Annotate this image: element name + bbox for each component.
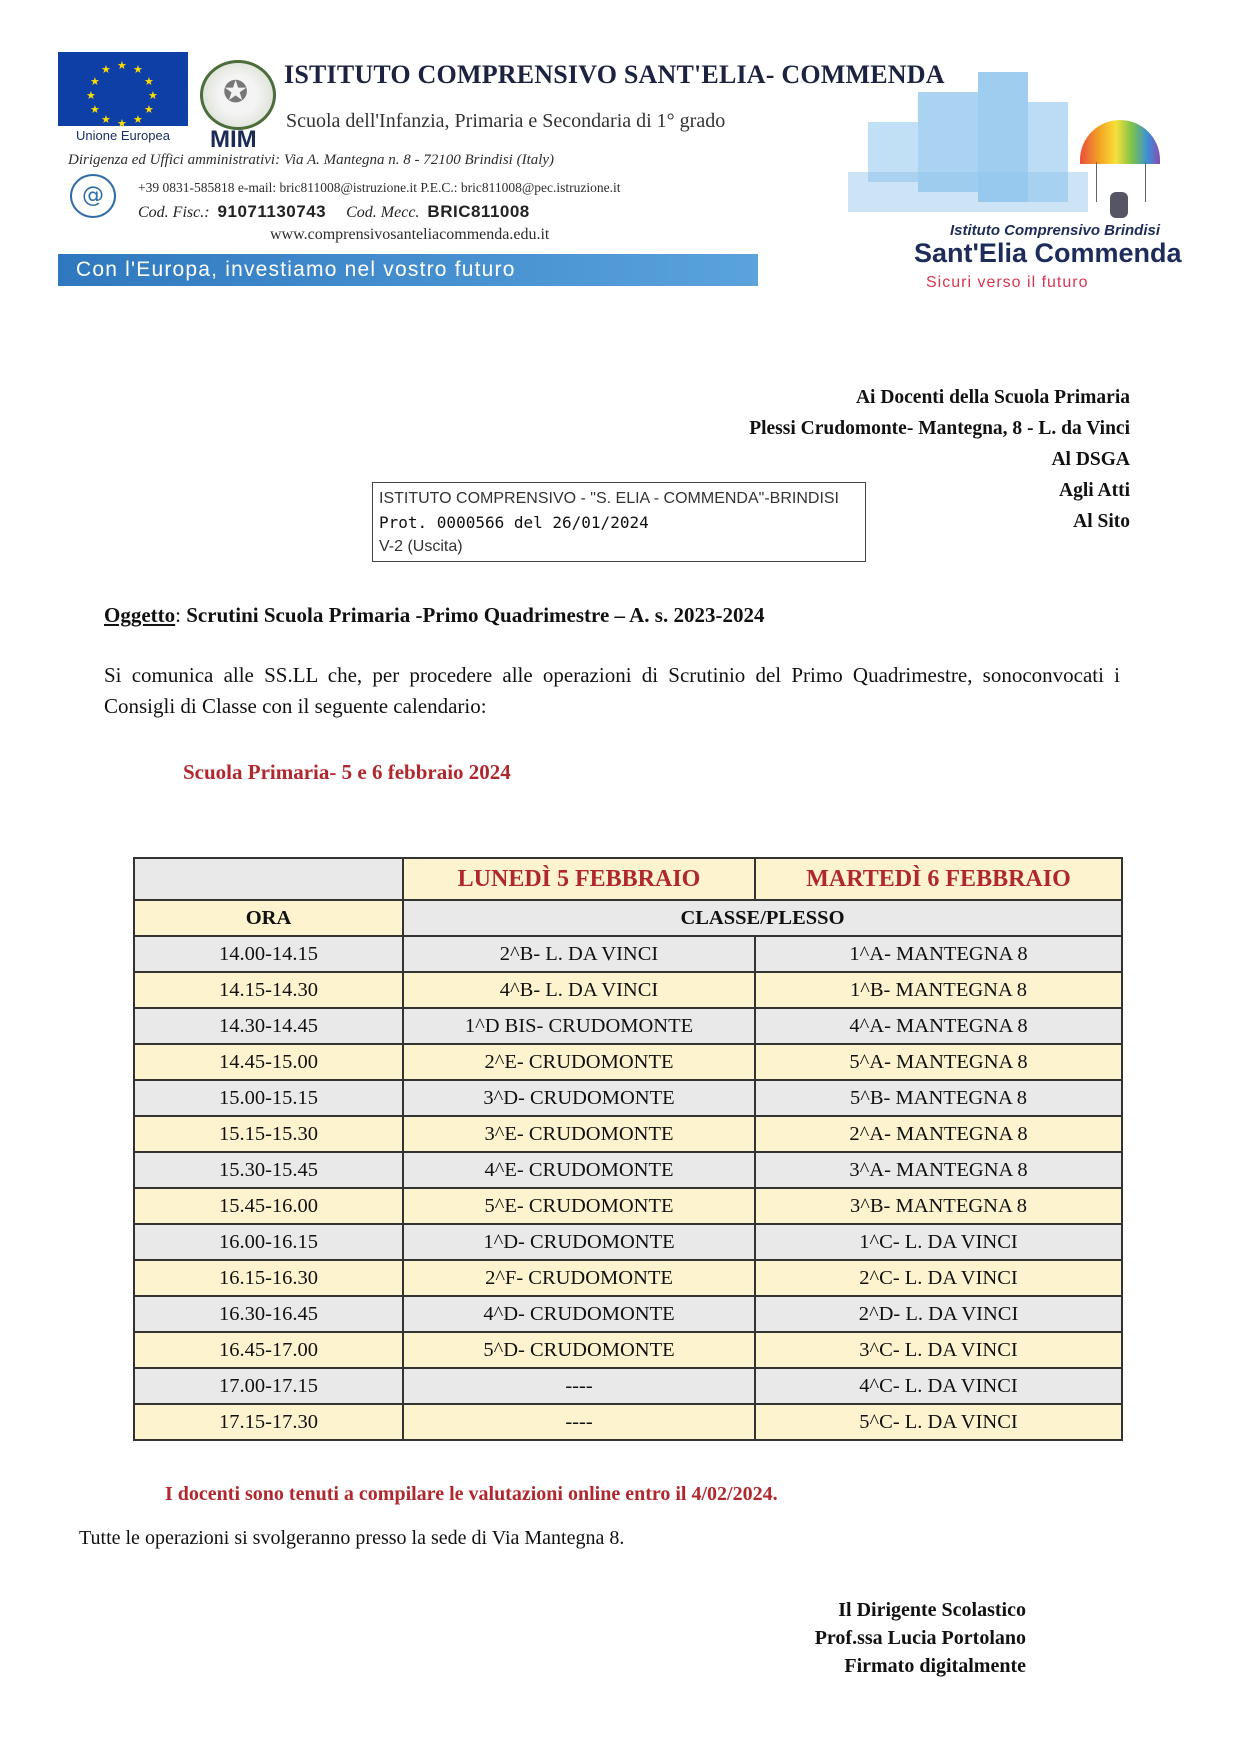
- day-header-monday: LUNEDÌ 5 FEBBRAIO: [403, 858, 755, 900]
- time-slot-cell: 14.45-15.00: [134, 1044, 403, 1080]
- time-slot-cell: 15.00-15.15: [134, 1080, 403, 1116]
- school-subtitle: Scuola dell'Infanzia, Primaria e Secondaria di 1° grado: [286, 110, 726, 132]
- time-slot-cell: 16.15-16.30: [134, 1260, 403, 1296]
- monday-class-cell: ----: [403, 1368, 755, 1404]
- tuesday-class-cell: 1^C- L. DA VINCI: [755, 1224, 1122, 1260]
- time-slot-cell: 17.00-17.15: [134, 1368, 403, 1404]
- schedule-table: [133, 857, 1123, 1441]
- table-day-header-row: [134, 858, 1122, 900]
- tuesday-class-cell: 2^A- MANTEGNA 8: [755, 1116, 1122, 1152]
- tuesday-class-cell: 5^A- MANTEGNA 8: [755, 1044, 1122, 1080]
- monday-class-cell: 2^E- CRUDOMONTE: [403, 1044, 755, 1080]
- tuesday-class-cell: 3^B- MANTEGNA 8: [755, 1188, 1122, 1224]
- time-slot-cell: 14.30-14.45: [134, 1008, 403, 1044]
- tuesday-class-cell: 5^B- MANTEGNA 8: [755, 1080, 1122, 1116]
- table-row: [134, 1116, 1122, 1152]
- tuesday-class-cell: 2^C- L. DA VINCI: [755, 1260, 1122, 1296]
- monday-class-cell: 4^D- CRUDOMONTE: [403, 1296, 755, 1332]
- time-slot-cell: 16.00-16.15: [134, 1224, 403, 1260]
- tuesday-class-cell: 4^A- MANTEGNA 8: [755, 1008, 1122, 1044]
- monday-class-cell: ----: [403, 1404, 755, 1440]
- monday-class-cell: 2^F- CRUDOMONTE: [403, 1260, 755, 1296]
- europe-banner: Con l'Europa, investiamo nel vostro futuro: [58, 254, 758, 286]
- monday-class-cell: 5^D- CRUDOMONTE: [403, 1332, 755, 1368]
- recipient-line: Al Sito: [1073, 511, 1130, 532]
- table-row: [134, 1260, 1122, 1296]
- eu-logo: [58, 52, 188, 164]
- monday-class-cell: 1^D BIS- CRUDOMONTE: [403, 1008, 755, 1044]
- cod-fisc-value: 91071130743: [217, 202, 327, 221]
- time-slot-cell: 15.30-15.45: [134, 1152, 403, 1188]
- eu-flag-icon: ★ ★ ★ ★ ★ ★ ★ ★ ★ ★ ★ ★: [58, 52, 188, 126]
- protocol-stamp: [372, 482, 866, 562]
- monday-class-cell: 3^D- CRUDOMONTE: [403, 1080, 755, 1116]
- subject-text: Scrutini Scuola Primaria -Primo Quadrimestre – A. s. 2023-2024: [181, 603, 765, 627]
- tuesday-class-cell: 1^B- MANTEGNA 8: [755, 972, 1122, 1008]
- italian-republic-emblem-icon: ✪: [200, 60, 276, 130]
- letterhead: [58, 52, 1182, 292]
- table-row: [134, 972, 1122, 1008]
- logo-line-1: Istituto Comprensivo Brindisi: [950, 222, 1161, 239]
- tuesday-class-cell: 2^D- L. DA VINCI: [755, 1296, 1122, 1332]
- table-row: [134, 1188, 1122, 1224]
- signature-note: Firmato digitalmente: [844, 1655, 1026, 1677]
- table-row: [134, 1296, 1122, 1332]
- monday-class-cell: 5^E- CRUDOMONTE: [403, 1188, 755, 1224]
- stamp-institute: ISTITUTO COMPRENSIVO - "S. ELIA - COMMENDA"-BRINDISI: [379, 490, 839, 507]
- signature-role: Il Dirigente Scolastico: [838, 1599, 1026, 1621]
- table-row: [134, 1008, 1122, 1044]
- tuesday-class-cell: 3^A- MANTEGNA 8: [755, 1152, 1122, 1188]
- time-slot-cell: 16.30-16.45: [134, 1296, 403, 1332]
- monday-class-cell: 3^E- CRUDOMONTE: [403, 1116, 755, 1152]
- column-header-ora: ORA: [134, 900, 403, 936]
- monday-class-cell: 4^B- L. DA VINCI: [403, 972, 755, 1008]
- school-address: Dirigenza ed Uffici amministrativi: Via A. Mantegna n. 8 - 72100 Brindisi (Italy): [68, 152, 555, 168]
- table-row: [134, 1404, 1122, 1440]
- monday-class-cell: 4^E- CRUDOMONTE: [403, 1152, 755, 1188]
- schedule-title: Scuola Primaria- 5 e 6 febbraio 2024: [183, 760, 511, 784]
- logo-line-3: Sicuri verso il futuro: [926, 274, 1089, 291]
- school-contacts: +39 0831-585818 e-mail: bric811008@istruzione.it P.E.C.: bric811008@pec.istruzione.it: [138, 180, 621, 195]
- ministry-label: MIM: [210, 126, 257, 153]
- time-slot-cell: 14.15-14.30: [134, 972, 403, 1008]
- logo-line-2: Sant'Elia Commenda: [914, 238, 1182, 268]
- signature-block: [815, 1596, 1026, 1680]
- body-paragraph: Si comunica alle SS.LL che, per procedere alle operazioni di Scrutinio del Primo Quadrimestre, sonoconvocati i Consigli di Classe con il seguente calendario:: [104, 663, 1120, 718]
- table-row: [134, 1332, 1122, 1368]
- table-row: [134, 936, 1122, 972]
- location-text: Tutte le operazioni si svolgeranno presso la sede di Via Mantegna 8.: [79, 1527, 625, 1549]
- recipient-line: Al DSGA: [1051, 449, 1130, 470]
- monday-class-cell: 1^D- CRUDOMONTE: [403, 1224, 755, 1260]
- time-slot-cell: 17.15-17.30: [134, 1404, 403, 1440]
- table-row: [134, 1044, 1122, 1080]
- table-column-header-row: [134, 900, 1122, 936]
- table-row: [134, 1152, 1122, 1188]
- tuesday-class-cell: 4^C- L. DA VINCI: [755, 1368, 1122, 1404]
- school-codes: Cod. Fisc.: 91071130743 Cod. Mecc. BRIC811008: [138, 202, 530, 221]
- school-name: ISTITUTO COMPRENSIVO SANT'ELIA- COMMENDA: [284, 60, 945, 89]
- table-corner-cell: [134, 858, 403, 900]
- table-row: [134, 1224, 1122, 1260]
- parachute-icon: [1080, 120, 1160, 164]
- eu-label: Unione Europea: [76, 128, 170, 143]
- email-icon: @: [70, 174, 116, 218]
- day-header-tuesday: MARTEDÌ 6 FEBBRAIO: [755, 858, 1122, 900]
- time-slot-cell: 14.00-14.15: [134, 936, 403, 972]
- recipient-line: Agli Atti: [1059, 480, 1130, 501]
- school-website: www.comprensivosanteliacommenda.edu.it: [270, 226, 550, 243]
- stamp-protocol-number: Prot. 0000566 del 26/01/2024: [379, 513, 649, 532]
- column-header-classe: CLASSE/PLESSO: [403, 900, 1122, 936]
- recipient-line: Ai Docenti della Scuola Primaria: [855, 387, 1130, 408]
- subject-line: Oggetto: Scrutini Scuola Primaria -Primo Quadrimestre – A. s. 2023-2024: [104, 603, 765, 627]
- recipient-line: Plessi Crudomonte- Mantegna, 8 - L. da Vinci: [749, 418, 1130, 439]
- tuesday-class-cell: 1^A- MANTEGNA 8: [755, 936, 1122, 972]
- cod-mecc-value: BRIC811008: [427, 202, 530, 221]
- signature-name: Prof.ssa Lucia Portolano: [814, 1627, 1026, 1649]
- subject-label: Oggetto: [104, 603, 176, 627]
- time-slot-cell: 15.45-16.00: [134, 1188, 403, 1224]
- tuesday-class-cell: 5^C- L. DA VINCI: [755, 1404, 1122, 1440]
- school-logo: [828, 52, 1182, 292]
- tuesday-class-cell: 3^C- L. DA VINCI: [755, 1332, 1122, 1368]
- time-slot-cell: 15.15-15.30: [134, 1116, 403, 1152]
- stamp-classification: V-2 (Uscita): [379, 538, 463, 555]
- table-row: [134, 1080, 1122, 1116]
- time-slot-cell: 16.45-17.00: [134, 1332, 403, 1368]
- monday-class-cell: 2^B- L. DA VINCI: [403, 936, 755, 972]
- table-row: [134, 1368, 1122, 1404]
- deadline-note: I docenti sono tenuti a compilare le valutazioni online entro il 4/02/2024.: [165, 1483, 778, 1505]
